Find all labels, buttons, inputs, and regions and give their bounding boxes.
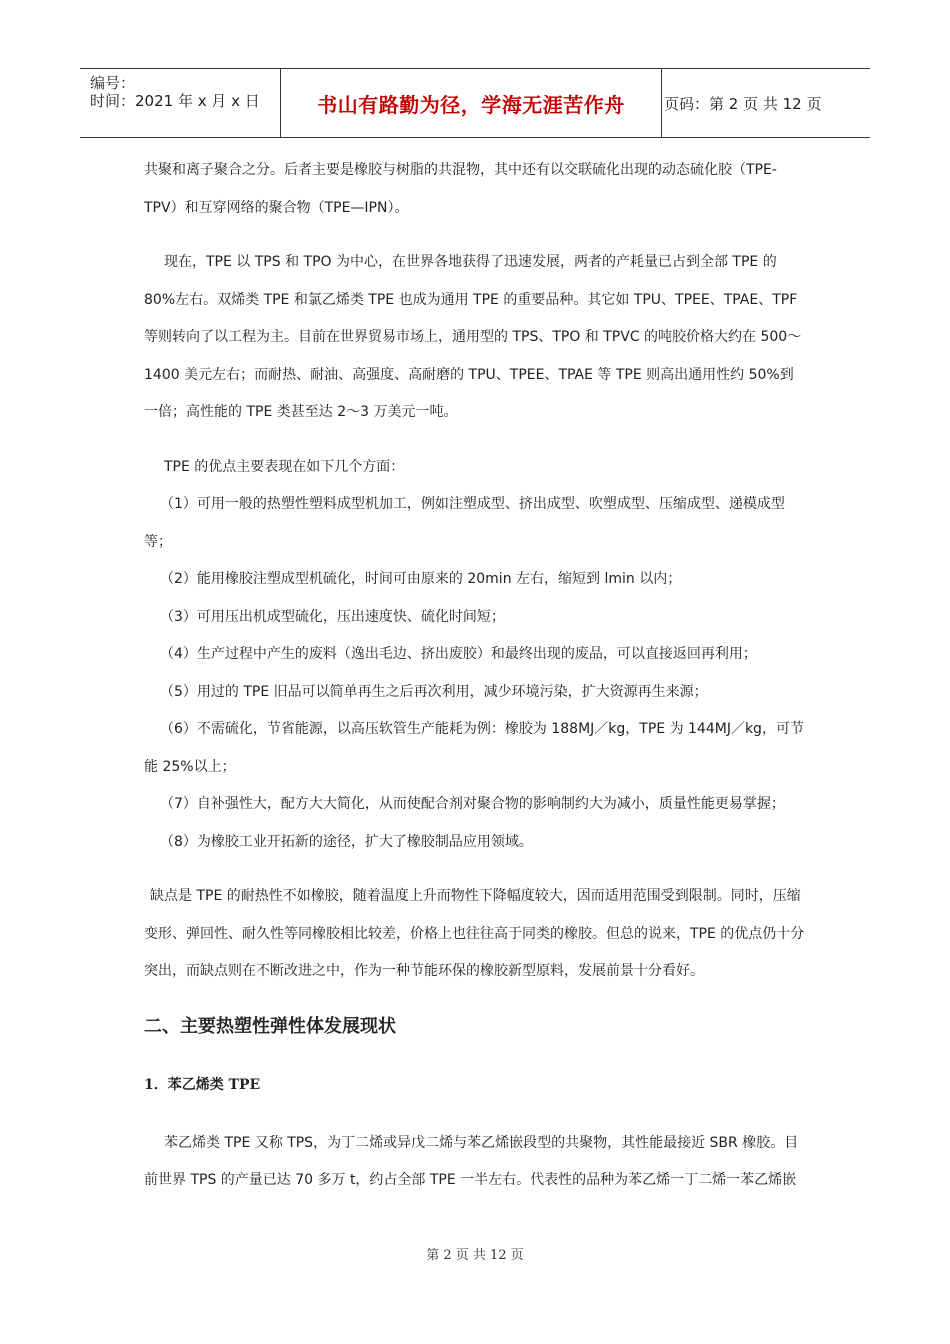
list-item: （3）可用压出机成型硫化，压出速度快、硫化时间短；: [160, 608, 505, 625]
list-item: （1）可用一般的热塑性塑料成型机加工，例如注塑成型、挤出成型、吹塑成型、压缩成型、递模成型等；: [144, 496, 785, 550]
list-item: （6）不需硫化，节省能源，以高压软管生产能耗为例：橡胶为 188MJ／kg，TPE 为 144MJ／kg，可节能 25%以上；: [144, 721, 804, 775]
list-item: （4）生产过程中产生的废料（逸出毛边、挤出废胶）和最终出现的废品，可以直接返回再利用；: [160, 646, 757, 662]
list-item: （8）为橡胶工业开拓新的途径，扩大了橡胶制品应用领域。: [160, 833, 533, 850]
paragraph-tps: 苯乙烯类 TPE 又称 TPS，为丁二烯或异戊二烯与苯乙烯嵌段型的共聚物，其性能最接近 SBR 橡胶。目前世界 TPS 的产量已达 70 多万 t，约占全部 TPE 一半左右。代表性的品种为苯乙烯一丁二烯一苯乙烯嵌: [144, 1134, 799, 1188]
subsection-heading: 1．苯乙烯类 TPE: [144, 1076, 261, 1093]
header-page-info-cell: [662, 69, 870, 137]
list-item: （5）用过的 TPE 旧品可以简单再生之后再次利用，减少环境污染，扩大资源再生来源；: [160, 683, 708, 700]
page-header: [80, 68, 870, 138]
paragraph-disadvantages: 缺点是 TPE 的耐热性不如橡胶，随着温度上升而物性下降幅度较大，因而适用范围受到限制。同时，压缩变形、弹回性、耐久性等同橡胶相比较差，价格上也往往高于同类的橡胶。但总的说来，TPE 的优点仍十分突出，而缺点则在不断改进之中，作为一种节能环保的橡胶新型原料，发展前景十分看好。: [144, 888, 805, 979]
document-number-label: 编号：: [90, 74, 136, 92]
header-page-info: 页码：第 2 页 共 12 页: [664, 94, 822, 113]
section-heading: 二、主要热塑性弹性体发展现状: [144, 1015, 396, 1037]
paragraph-tpe-development: 现在，TPE 以 TPS 和 TPO 为中心，在世界各地获得了迅速发展，两者的产耗量已占到全部 TPE 的 80%左右。双烯类 TPE 和氯乙烯类 TPE 也成为通用 TPE 的重要品种。其它如 TPU、TPEE、TPAE、TPF 等则转向了以工程为主。目前在世界贸易市场上，通用型的 TPS、TPO 和 TPVC 的吨胶价格大约在 500～1400 美元左右；而耐热、耐油、高强度、高耐磨的 TPU、TPEE、TPAE 等 TPE 则高出通用性约 50%到一倍；高性能的 TPE 类甚至达 2～3 万美元一吨。: [144, 254, 802, 420]
paragraph-continuation: 共聚和离子聚合之分。后者主要是橡胶与树脂的共混物，其中还有以交联硫化出现的动态硫化胶（TPE-TPV）和互穿网络的聚合物（TPE—IPN）。: [144, 162, 777, 216]
list-item: （7）自补强性大，配方大大简化，从而使配合剂对聚合物的影响制约大为减小，质量性能更易掌握；: [160, 796, 785, 812]
header-meta-cell: [80, 69, 281, 137]
header-motto: 书山有路勤为径，学海无涯苦作舟: [281, 69, 662, 137]
document-date: 时间：2021 年 x 月 x 日: [90, 92, 260, 110]
page-footer: 第 2 页 共 12 页: [426, 1248, 524, 1263]
document-body: [144, 152, 806, 1200]
paragraph-advantages-intro: TPE 的优点主要表现在如下几个方面：: [164, 458, 405, 475]
list-item: （2）能用橡胶注塑成型机硫化，时间可由原来的 20min 左右，缩短到 lmin 以内；: [160, 571, 682, 587]
